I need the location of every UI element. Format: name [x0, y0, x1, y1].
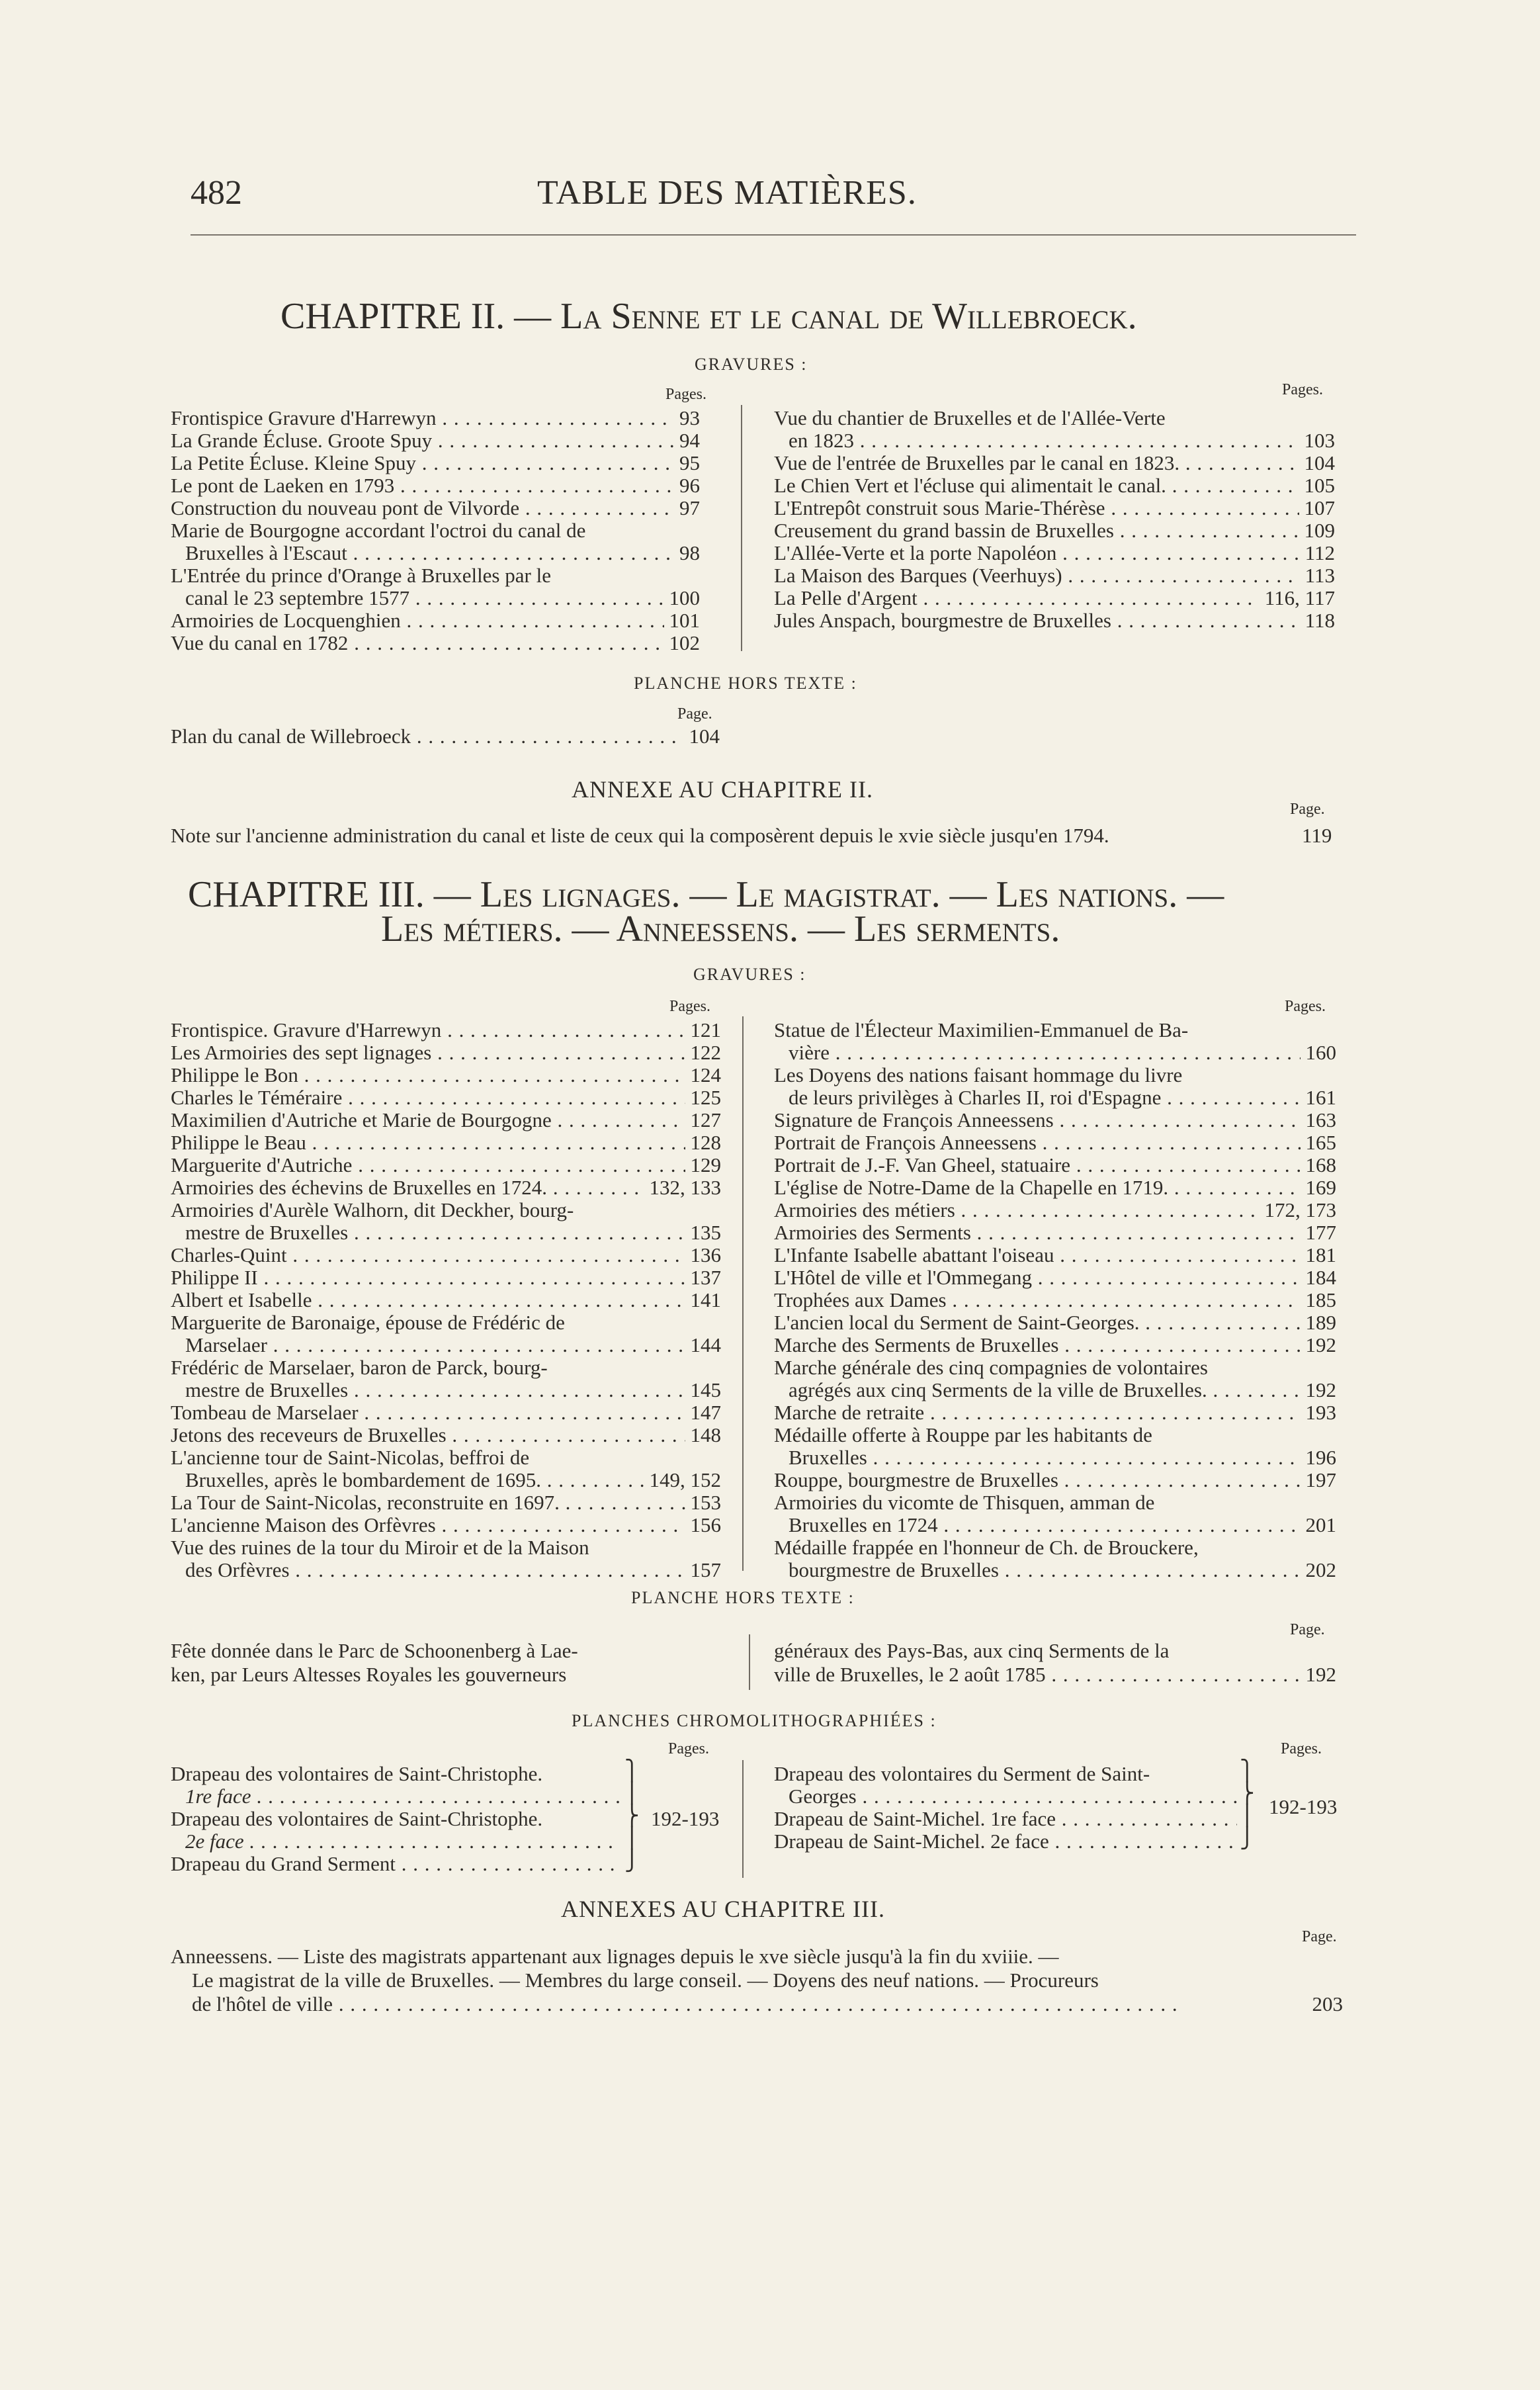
ch3-annexes-line-1: Anneessens. — Liste des magistrats appartenant aux lignages depuis le xve siècle jusqu'à la fin du xviiie. —	[171, 1945, 1059, 1968]
ch3-right-entry-text: bourgmestre de Bruxelles . . .	[774, 1559, 1336, 1581]
ch3-right-entry	[774, 1424, 1336, 1446]
ch2-right-entry	[774, 474, 1335, 497]
chromo-left-4: Drapeau du Grand Serment . . .	[171, 1853, 620, 1875]
ch3-right-entry-text: L'Hôtel de ville et l'Ommegang . . .	[774, 1266, 1336, 1289]
ch3-right-entry-text: L'église de Notre-Dame de la Chapelle en 1719. . . .	[774, 1176, 1336, 1199]
ch3-right-entry-page: 165	[1301, 1131, 1337, 1154]
ch3-right-entry-page: 163	[1301, 1109, 1337, 1131]
ch2-left-entry-page: 95	[674, 452, 700, 474]
ch3-right-entry	[774, 1446, 1336, 1469]
ch2-left-entry	[171, 429, 700, 452]
ch3-chromo-right-list	[774, 1763, 1237, 1853]
ch3-right-entry	[774, 1019, 1336, 1041]
ch2-right-entry	[774, 519, 1335, 542]
chapter-2-heading-a: CHAPITRE II. — L	[280, 296, 583, 337]
ch3-right-entry-page: 189	[1301, 1311, 1337, 1334]
ch3-left-entry-page: 156	[685, 1514, 722, 1536]
ch3-annexes-title: ANNEXES AU CHAPITRE III.	[561, 1896, 885, 1922]
ch2-left-entry	[171, 609, 700, 632]
ch3-planche-right-2-row	[774, 1663, 1336, 1686]
ch3-right-entry-page: 197	[1301, 1469, 1337, 1491]
ch3-left-entry	[171, 1064, 721, 1086]
ch2-left-entry-page: 101	[664, 609, 701, 632]
ch2-right-entry-page: 103	[1299, 429, 1336, 452]
ch2-right-entry-text: Jules Anspach, bourgmestre de Bruxelles . . .	[774, 609, 1335, 632]
ch3-right-entry	[774, 1289, 1336, 1311]
ch2-right-entry-text: La Maison des Barques (Veerhuys) . . .	[774, 564, 1335, 587]
ch2-planche-page-label: Page.	[677, 705, 712, 723]
ch3-left-entry-text: Marguerite d'Autriche . . .	[171, 1154, 721, 1176]
ch3-left-entry-page: 137	[685, 1266, 722, 1289]
ch2-planche-entry	[171, 725, 720, 748]
ch3-right-entry	[774, 1199, 1336, 1221]
ch3-annexes-line-2: Le magistrat de la ville de Bruxelles. — Membres du large conseil. — Doyens des neuf nations. — Procureurs	[192, 1969, 1099, 1992]
ch2-right-entry	[774, 587, 1335, 609]
ch3-left-entry-text: Armoiries des échevins de Bruxelles en 1724. . . .	[171, 1176, 721, 1199]
ch2-right-entry-page: 107	[1299, 497, 1336, 519]
ch3-left-entry-text: Armoiries d'Aurèle Walhorn, dit Deckher, bourg-	[171, 1199, 574, 1221]
ch3-planche-left-1: Fête donnée dans le Parc de Schoonenberg à Lae-	[171, 1639, 578, 1662]
ch3-right-entry-text: Armoiries du vicomte de Thisquen, amman de	[774, 1491, 1155, 1514]
ch3-planche-left-2: ken, par Leurs Altesses Royales les gouverneurs	[171, 1663, 567, 1686]
ch3-left-entry-text: Maximilien d'Autriche et Marie de Bourgogne . . .	[171, 1109, 721, 1131]
ch3-left-entry	[171, 1514, 721, 1536]
ch2-left-entry	[171, 564, 700, 587]
ch3-left-entry	[171, 1424, 721, 1446]
ch2-left-entry-text: Vue du canal en 1782 . . .	[171, 632, 700, 654]
ch3-left-entry-text: La Tour de Saint-Nicolas, reconstruite en 1697. . . .	[171, 1491, 721, 1514]
ch2-right-entry	[774, 609, 1335, 632]
ch3-chromo-divider	[742, 1760, 744, 1878]
chromo-right-1: Georges . . .	[774, 1785, 1237, 1808]
ch3-right-entry-page: 201	[1301, 1514, 1337, 1536]
chromo-left-0: Drapeau des volontaires de Saint-Christophe.	[171, 1763, 543, 1785]
ch3-right-entry	[774, 1244, 1336, 1266]
ch3-left-entry-page: 144	[685, 1334, 722, 1356]
ch2-right-entry-page: 118	[1300, 609, 1335, 632]
ch3-right-entry-text: Signature de François Anneessens . . .	[774, 1109, 1336, 1131]
ch3-left-entry-text: Tombeau de Marselaer . . .	[171, 1401, 721, 1424]
ch3-left-entry-text: Jetons des receveurs de Bruxelles . . .	[171, 1424, 721, 1446]
ch3-left-entry-text: Frédéric de Marselaer, baron de Parck, bourg-	[171, 1356, 548, 1379]
ch3-right-entry	[774, 1176, 1336, 1199]
ch2-right-entry-page: 104	[1299, 452, 1336, 474]
ch3-right-entry	[774, 1379, 1336, 1401]
ch3-right-list	[774, 1019, 1336, 1581]
ch2-right-entry-page: 109	[1299, 519, 1336, 542]
ch3-right-entry	[774, 1266, 1336, 1289]
ch3-left-list	[171, 1019, 721, 1581]
ch3-left-entry	[171, 1379, 721, 1401]
ch2-left-entry	[171, 519, 700, 542]
ch3-annexes-page: 203	[1307, 1993, 1344, 2015]
ch2-left-entry-text: Le pont de Laeken en 1793 . . .	[171, 474, 700, 497]
ch3-right-entry-page: 192	[1301, 1334, 1337, 1356]
ch2-right-entry	[774, 407, 1335, 429]
ch2-left-list	[171, 407, 700, 654]
ch3-right-entry-page: 184	[1301, 1266, 1337, 1289]
ch3-right-entry-text: Marche de retraite . . .	[774, 1401, 1336, 1424]
ch3-right-entry-text: de leurs privilèges à Charles II, roi d'Espagne . . .	[774, 1086, 1336, 1109]
ch3-left-entry-page: 145	[685, 1379, 722, 1401]
ch3-right-entry	[774, 1086, 1336, 1109]
ch3-right-entry-page: 169	[1301, 1176, 1337, 1199]
ch2-annexe-page: 119	[1302, 824, 1332, 847]
chromo-left-1: 1re face . . .	[171, 1785, 620, 1808]
ch2-right-entry-text: Vue du chantier de Bruxelles et de l'Allée-Verte	[774, 407, 1166, 429]
ch2-left-entry	[171, 474, 700, 497]
ch3-chromo-pages-left-label: Pages.	[668, 1740, 709, 1757]
ch2-right-entry	[774, 497, 1335, 519]
ch3-left-entry	[171, 1244, 721, 1266]
ch3-right-entry	[774, 1491, 1336, 1514]
header-rule	[191, 234, 1356, 236]
ch3-left-entry-page: 157	[685, 1559, 722, 1581]
ch2-left-entry-page: 100	[664, 587, 701, 609]
ch3-left-entry	[171, 1446, 721, 1469]
ch3-left-entry	[171, 1266, 721, 1289]
ch3-pages-label-left: Pages.	[669, 998, 710, 1015]
ch3-left-entry-text: Charles-Quint . . .	[171, 1244, 721, 1266]
ch3-right-entry-text: Marche des Serments de Bruxelles . . .	[774, 1334, 1336, 1356]
ch3-right-entry-text: Trophées aux Dames . . .	[774, 1289, 1336, 1311]
ch2-right-entry-page: 112	[1300, 542, 1335, 564]
ch2-left-entry-text: Armoiries de Locquenghien . . .	[171, 609, 700, 632]
ch3-left-entry	[171, 1131, 721, 1154]
ch3-left-entry-text: Bruxelles, après le bombardement de 1695. . . .	[171, 1469, 721, 1491]
ch3-right-entry-page: 185	[1301, 1289, 1337, 1311]
ch3-annexes-line-3-row	[192, 1993, 1343, 2015]
ch3-chromo-pages-right-label: Pages.	[1281, 1740, 1322, 1757]
ch3-left-entry-page: 125	[685, 1086, 722, 1109]
ch2-right-entry-text: Creusement du grand bassin de Bruxelles . . .	[774, 519, 1335, 542]
ch2-left-entry-text: Construction du nouveau pont de Vilvorde . . .	[171, 497, 700, 519]
ch2-left-entry-page: 102	[664, 632, 701, 654]
ch3-left-entry-page: 147	[685, 1401, 722, 1424]
ch3-left-entry-page: 127	[685, 1109, 722, 1131]
ch3-right-entry-text: Les Doyens des nations faisant hommage du livre	[774, 1064, 1183, 1086]
ch3-left-entry-text: Philippe le Bon . . .	[171, 1064, 721, 1086]
ch2-right-list	[774, 407, 1335, 632]
ch2-right-entry	[774, 429, 1335, 452]
ch3-left-entry	[171, 1559, 721, 1581]
ch3-right-entry-text: vière . . .	[774, 1041, 1336, 1064]
ch3-left-entry-page: 141	[685, 1289, 722, 1311]
ch2-right-entry-text: Vue de l'entrée de Bruxelles par le canal en 1823. . . .	[774, 452, 1335, 474]
chapter-3-heading-line2: Les métiers. — Anneessens. — Les serments.	[381, 908, 1060, 950]
ch2-left-entry	[171, 632, 700, 654]
ch2-annexe-page-label: Page.	[1290, 801, 1325, 818]
ch2-pages-label-right: Pages.	[1282, 381, 1323, 398]
ch3-left-entry-page: 121	[685, 1019, 722, 1041]
ch3-left-entry-text: Philippe le Beau . . .	[171, 1131, 721, 1154]
ch3-left-entry	[171, 1109, 721, 1131]
ch3-right-entry	[774, 1109, 1336, 1131]
ch3-left-entry	[171, 1176, 721, 1199]
ch2-left-entry-page: 96	[674, 474, 700, 497]
ch3-left-entry-text: Albert et Isabelle . . .	[171, 1289, 721, 1311]
ch3-left-entry-text: L'ancienne tour de Saint-Nicolas, beffroi de	[171, 1446, 530, 1469]
ch2-pages-label-left: Pages.	[665, 386, 706, 403]
ch3-right-entry-page: 192	[1301, 1379, 1337, 1401]
ch3-left-entry	[171, 1334, 721, 1356]
ch3-right-entry	[774, 1559, 1336, 1581]
ch3-right-entry	[774, 1154, 1336, 1176]
ch3-right-entry-page: 196	[1301, 1446, 1337, 1469]
ch3-left-entry	[171, 1221, 721, 1244]
ch2-annexe-title: ANNEXE AU CHAPITRE II.	[572, 776, 873, 803]
chapter-2-heading-b: a Senne et le canal de Willebroeck.	[583, 296, 1137, 337]
ch2-left-entry	[171, 542, 700, 564]
ch3-left-entry	[171, 1086, 721, 1109]
ch2-left-entry-text: canal le 23 septembre 1577 . . .	[171, 587, 700, 609]
ch3-left-entry-page: 124	[685, 1064, 722, 1086]
ch3-right-entry-page: 172, 173	[1260, 1199, 1337, 1221]
ch3-right-entry	[774, 1064, 1336, 1086]
ch3-right-entry-text: L'ancien local du Serment de Saint-Georges. . . .	[774, 1311, 1336, 1334]
ch3-right-entry	[774, 1514, 1336, 1536]
ch3-right-entry-page: 160	[1301, 1041, 1337, 1064]
ch3-left-entry	[171, 1019, 721, 1041]
ch2-right-entry	[774, 564, 1335, 587]
ch3-left-entry-page: 136	[685, 1244, 722, 1266]
ch3-column-divider	[742, 1016, 744, 1571]
ch3-right-entry-text: Médaille offerte à Rouppe par les habitants de	[774, 1424, 1152, 1446]
chromo-right-2: Drapeau de Saint-Michel. 1re face . . .	[774, 1808, 1237, 1830]
ch3-right-entry-text: Rouppe, bourgmestre de Bruxelles . . .	[774, 1469, 1336, 1491]
ch2-left-entry-text: Marie de Bourgogne accordant l'octroi du canal de	[171, 519, 586, 542]
ch2-right-entry-text: L'Entrepôt construit sous Marie-Thérèse . . .	[774, 497, 1335, 519]
ch3-left-entry-text: Les Armoiries des sept lignages . . .	[171, 1041, 721, 1064]
ch3-right-entry-page: 177	[1301, 1221, 1337, 1244]
ch3-right-entry-page: 202	[1301, 1559, 1337, 1581]
ch3-pages-label-right: Pages.	[1285, 998, 1326, 1015]
ch3-left-entry-text: Marguerite de Baronaige, épouse de Frédéric de	[171, 1311, 565, 1334]
ch3-left-entry-page: 132, 133	[644, 1176, 722, 1199]
ch2-right-entry-page: 105	[1299, 474, 1336, 497]
ch2-right-entry	[774, 542, 1335, 564]
ch3-right-entry	[774, 1041, 1336, 1064]
ch2-right-entry-page: 116, 117	[1260, 587, 1335, 609]
running-title: TABLE DES MATIÈRES.	[537, 174, 917, 212]
ch2-left-entry-page: 94	[674, 429, 700, 452]
ch3-right-entry-text: Marche générale des cinq compagnies de volontaires	[774, 1356, 1208, 1379]
ch2-left-entry-text: L'Entrée du prince d'Orange à Bruxelles par le	[171, 564, 551, 587]
ch3-right-entry-text: Portrait de François Anneessens . . .	[774, 1131, 1336, 1154]
ch3-right-entry-text: L'Infante Isabelle abattant l'oiseau . . .	[774, 1244, 1336, 1266]
ch3-left-entry-page: 149, 152	[644, 1469, 722, 1491]
ch2-left-entry-text: Bruxelles à l'Escaut . . .	[171, 542, 700, 564]
ch3-planche-page: 192	[1301, 1663, 1337, 1686]
ch2-annexe-note: Note sur l'ancienne administration du canal et liste de ceux qui la composèrent depuis le xvie siècle jusqu'en 1794.	[171, 824, 1109, 847]
ch3-right-entry-text: Armoiries des Serments . . .	[774, 1221, 1336, 1244]
ch3-right-entry-page: 161	[1301, 1086, 1337, 1109]
ch3-annexes-page-label: Page.	[1302, 1928, 1337, 1945]
ch3-left-entry-text: mestre de Bruxelles . . .	[171, 1379, 721, 1401]
ch2-left-entry-page: 98	[674, 542, 700, 564]
ch3-left-entry-text: Charles le Téméraire . . .	[171, 1086, 721, 1109]
chapter-2-heading	[280, 295, 1137, 337]
ch3-left-entry-page: 129	[685, 1154, 722, 1176]
ch2-left-entry-text: Frontispice Gravure d'Harrewyn . . .	[171, 407, 700, 429]
ch3-left-entry-text: Vue des ruines de la tour du Miroir et de la Maison	[171, 1536, 589, 1559]
ch3-right-entry-text: Bruxelles . . .	[774, 1446, 1336, 1469]
ch3-right-entry	[774, 1536, 1336, 1559]
ch3-right-entry	[774, 1131, 1336, 1154]
ch2-gravures-caption: GRAVURES :	[695, 355, 808, 374]
chromo-right-pages: 192-193	[1269, 1795, 1338, 1818]
ch3-left-entry-text: des Orfèvres . . .	[171, 1559, 721, 1581]
ch3-left-entry-page: 153	[685, 1491, 722, 1514]
page-number: 482	[191, 174, 242, 212]
ch3-annexes-line-3: de l'hôtel de ville . . .	[192, 1993, 1178, 2015]
ch3-chromo-left-list	[171, 1763, 620, 1875]
ch3-left-entry	[171, 1199, 721, 1221]
ch3-left-entry	[171, 1401, 721, 1424]
ch3-planche-right-1: généraux des Pays-Bas, aux cinq Serments de la	[774, 1639, 1170, 1662]
ch2-planche-caption: PLANCHE HORS TEXTE :	[634, 674, 857, 693]
ch3-left-entry-text: Marselaer . . .	[171, 1334, 721, 1356]
ch3-planche-page-label: Page.	[1290, 1621, 1325, 1638]
chromo-right-brace: ⎫ ⎬ ⎪ ⎭	[1240, 1760, 1255, 1849]
ch3-left-entry-text: Philippe II . . .	[171, 1266, 721, 1289]
chapter-3-heading-a: CHAPITRE III. — L	[188, 874, 503, 915]
ch2-right-entry-text: Le Chien Vert et l'écluse qui alimentait le canal. . . .	[774, 474, 1335, 497]
ch3-left-entry	[171, 1536, 721, 1559]
ch2-left-entry-page: 97	[674, 497, 700, 519]
ch2-left-entry	[171, 497, 700, 519]
ch3-right-entry-text: Statue de l'Électeur Maximilien-Emmanuel de Ba-	[774, 1019, 1189, 1041]
ch3-right-entry	[774, 1356, 1336, 1379]
ch3-gravures-caption: GRAVURES :	[693, 965, 806, 984]
ch3-left-entry-page: 122	[685, 1041, 722, 1064]
ch2-planche-item-text: Plan du canal de Willebroeck . . .	[171, 725, 720, 748]
ch3-right-entry	[774, 1401, 1336, 1424]
ch2-left-entry	[171, 452, 700, 474]
chapter-3-heading-b: es lignages. — Le magistrat. — Les nations. —	[502, 874, 1224, 915]
ch3-left-entry	[171, 1154, 721, 1176]
ch3-right-entry-text: Médaille frappée en l'honneur de Ch. de Brouckere,	[774, 1536, 1199, 1559]
ch2-left-entry	[171, 587, 700, 609]
ch3-right-entry-text: Portrait de J.-F. Van Gheel, statuaire . . .	[774, 1154, 1336, 1176]
ch3-left-entry	[171, 1356, 721, 1379]
ch3-right-entry	[774, 1221, 1336, 1244]
ch3-left-entry	[171, 1311, 721, 1334]
ch3-right-entry	[774, 1469, 1336, 1491]
chromo-right-0: Drapeau des volontaires du Serment de Saint-	[774, 1763, 1150, 1785]
ch3-right-entry-page: 168	[1301, 1154, 1337, 1176]
ch3-left-entry	[171, 1041, 721, 1064]
ch3-left-entry-page: 135	[685, 1221, 722, 1244]
ch2-left-entry-text: La Petite Écluse. Kleine Spuy . . .	[171, 452, 700, 474]
ch2-right-entry-text: L'Allée-Verte et la porte Napoléon . . .	[774, 542, 1335, 564]
ch3-chromo-caption: PLANCHES CHROMOLITHOGRAPHIÉES :	[572, 1711, 937, 1730]
chromo-left-pages: 192-193	[651, 1807, 720, 1830]
ch2-left-entry-text: La Grande Écluse. Groote Spuy . . .	[171, 429, 700, 452]
ch2-planche-item-page: 104	[684, 725, 720, 748]
ch2-left-entry-page: 93	[674, 407, 700, 429]
chromo-left-brace: ⎫ ⎪ ⎬ ⎪ ⎭	[624, 1760, 640, 1872]
ch3-right-entry-page: 193	[1301, 1401, 1337, 1424]
ch3-right-entry-text: agrégés aux cinq Serments de la ville de Bruxelles. . . .	[774, 1379, 1336, 1401]
ch2-right-entry	[774, 452, 1335, 474]
ch2-left-entry	[171, 407, 700, 429]
ch2-right-entry-text: en 1823 . . .	[774, 429, 1335, 452]
ch3-right-entry-text: Armoiries des métiers . . .	[774, 1199, 1336, 1221]
ch3-left-entry-page: 148	[685, 1424, 722, 1446]
ch3-left-entry-text: mestre de Bruxelles . . .	[171, 1221, 721, 1244]
ch3-planche-right-2: ville de Bruxelles, le 2 août 1785 . . .	[774, 1663, 1336, 1686]
ch3-left-entry	[171, 1469, 721, 1491]
ch3-planche-caption: PLANCHE HORS TEXTE :	[631, 1588, 855, 1607]
chromo-left-3: 2e face . . .	[171, 1830, 620, 1853]
ch3-right-entry-text: Bruxelles en 1724 . . .	[774, 1514, 1336, 1536]
ch3-right-entry	[774, 1311, 1336, 1334]
ch3-left-entry-text: Frontispice. Gravure d'Harrewyn . . .	[171, 1019, 721, 1041]
ch3-right-entry	[774, 1334, 1336, 1356]
ch3-left-entry-page: 128	[685, 1131, 722, 1154]
ch3-left-entry	[171, 1289, 721, 1311]
ch3-left-entry-text: L'ancienne Maison des Orfèvres . . .	[171, 1514, 721, 1536]
ch2-right-entry-text: La Pelle d'Argent . . .	[774, 587, 1335, 609]
ch3-right-entry-page: 181	[1301, 1244, 1337, 1266]
ch3-left-entry	[171, 1491, 721, 1514]
ch3-planche-divider	[749, 1634, 750, 1690]
chromo-right-3: Drapeau de Saint-Michel. 2e face . . .	[774, 1830, 1237, 1853]
chromo-left-2: Drapeau des volontaires de Saint-Christophe.	[171, 1808, 543, 1830]
ch2-column-divider	[741, 405, 742, 651]
ch2-right-entry-page: 113	[1300, 564, 1335, 587]
